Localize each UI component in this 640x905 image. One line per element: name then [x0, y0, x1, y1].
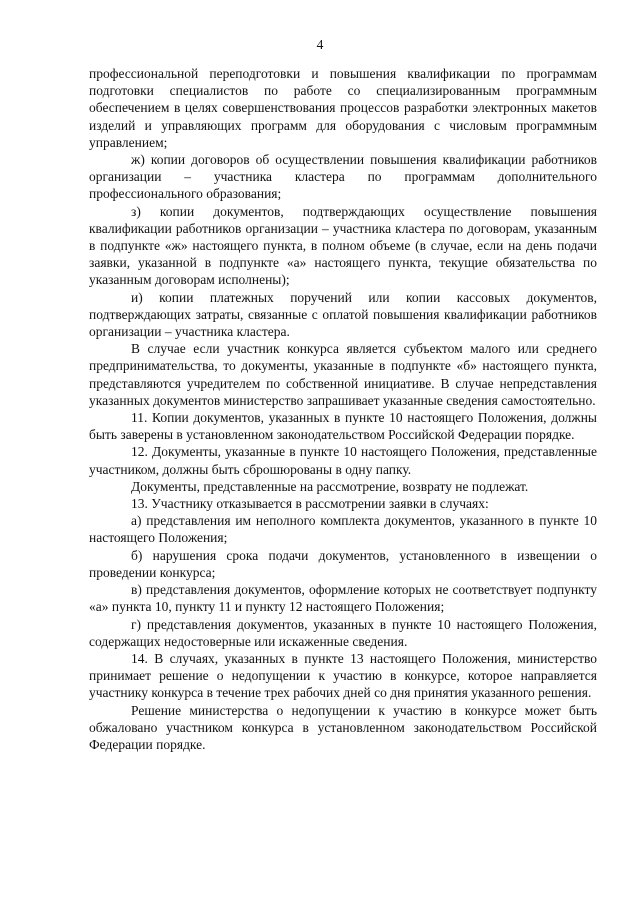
paragraph-clause-13-v: в) представления документов, оформление которых не соответствует подпункту «а» пункта 10, пункту 11 и пункту 12 настоящего Положения;: [89, 582, 597, 615]
paragraph-clause-14: 14. В случаях, указанных в пункте 13 настоящего Положения, министерство принимает решение о недопущении к участию в конкурсе, которое направляется участнику конкурса в течение трех рабочих дней со дня принятия указанного решения.: [89, 650, 597, 701]
paragraph-clause-13-b: б) нарушения срока подачи документов, установленного в извещении о проведении конкурса;: [89, 547, 597, 580]
paragraph-item-i: и) копии платежных поручений или копии кассовых документов, подтверждающих затраты, связанные с оплатой повышения квалификации работников организации – участника кластера.: [89, 289, 597, 340]
paragraph-item-z: з) копии документов, подтверждающих осуществление повышения квалификации работников организации – участника кластера по договорам, указанным в подпункте «ж» настоящего пункта, в полном объеме (в случае, если на день подачи заявки, указанной в подпункте «а» настоящего пункта, текущие обязательства по указанным договорам исполнены);: [89, 203, 597, 288]
paragraph-clause-13-g: г) представления документов, указанных в пункте 10 настоящего Положения, содержащих недостоверные или искаженные сведения.: [89, 616, 597, 649]
paragraph-no-return: Документы, представленные на рассмотрение, возврату не подлежат.: [131, 478, 529, 494]
paragraph-clause-11: 11. Копии документов, указанных в пункте 10 настоящего Положения, должны быть заверены в установленном законодательством Российской Федерации порядке.: [89, 410, 597, 443]
paragraph-clause-12: 12. Документы, указанные в пункте 10 настоящего Положения, представленные участником, должны быть сброшюрованы в одну папку.: [89, 444, 597, 477]
paragraph-item-zh: ж) копии договоров об осуществлении повышения квалификации работников организации – участника кластера по программам дополнительного профессионального образования;: [89, 152, 597, 202]
paragraph-appeal: Решение министерства о недопущении к участию в конкурсе может быть обжаловано участником конкурса в установленном законодательством Российской Федерации порядке.: [89, 702, 597, 752]
paragraph-continuation: профессиональной переподготовки и повышения квалификации по программам подготовки специалистов по работе со специализированным программным обеспечением в целях совершенствования процессов разработки электронных макетов изделий и управляющих программ для оборудования с числовым программным управлением;: [89, 66, 597, 150]
paragraph-clause-13-a: а) представления им неполного комплекта документов, указанного в пункте 10 настоящего Положения;: [89, 513, 597, 546]
paragraph-sme-note: В случае если участник конкурса является субъектом малого или среднего предпринимательства, то документы, указанные в подпункте «б» настоящего пункта, представляются учредителем по собственной инициативе. В случае непредставления указанных документов министерство запрашивает указанные сведения самостоятельно.: [89, 341, 597, 408]
paragraph-clause-13: 13. Участнику отказывается в рассмотрении заявки в случаях:: [131, 496, 489, 512]
page-number: 4: [316, 37, 324, 52]
document-body: [89, 65, 597, 753]
